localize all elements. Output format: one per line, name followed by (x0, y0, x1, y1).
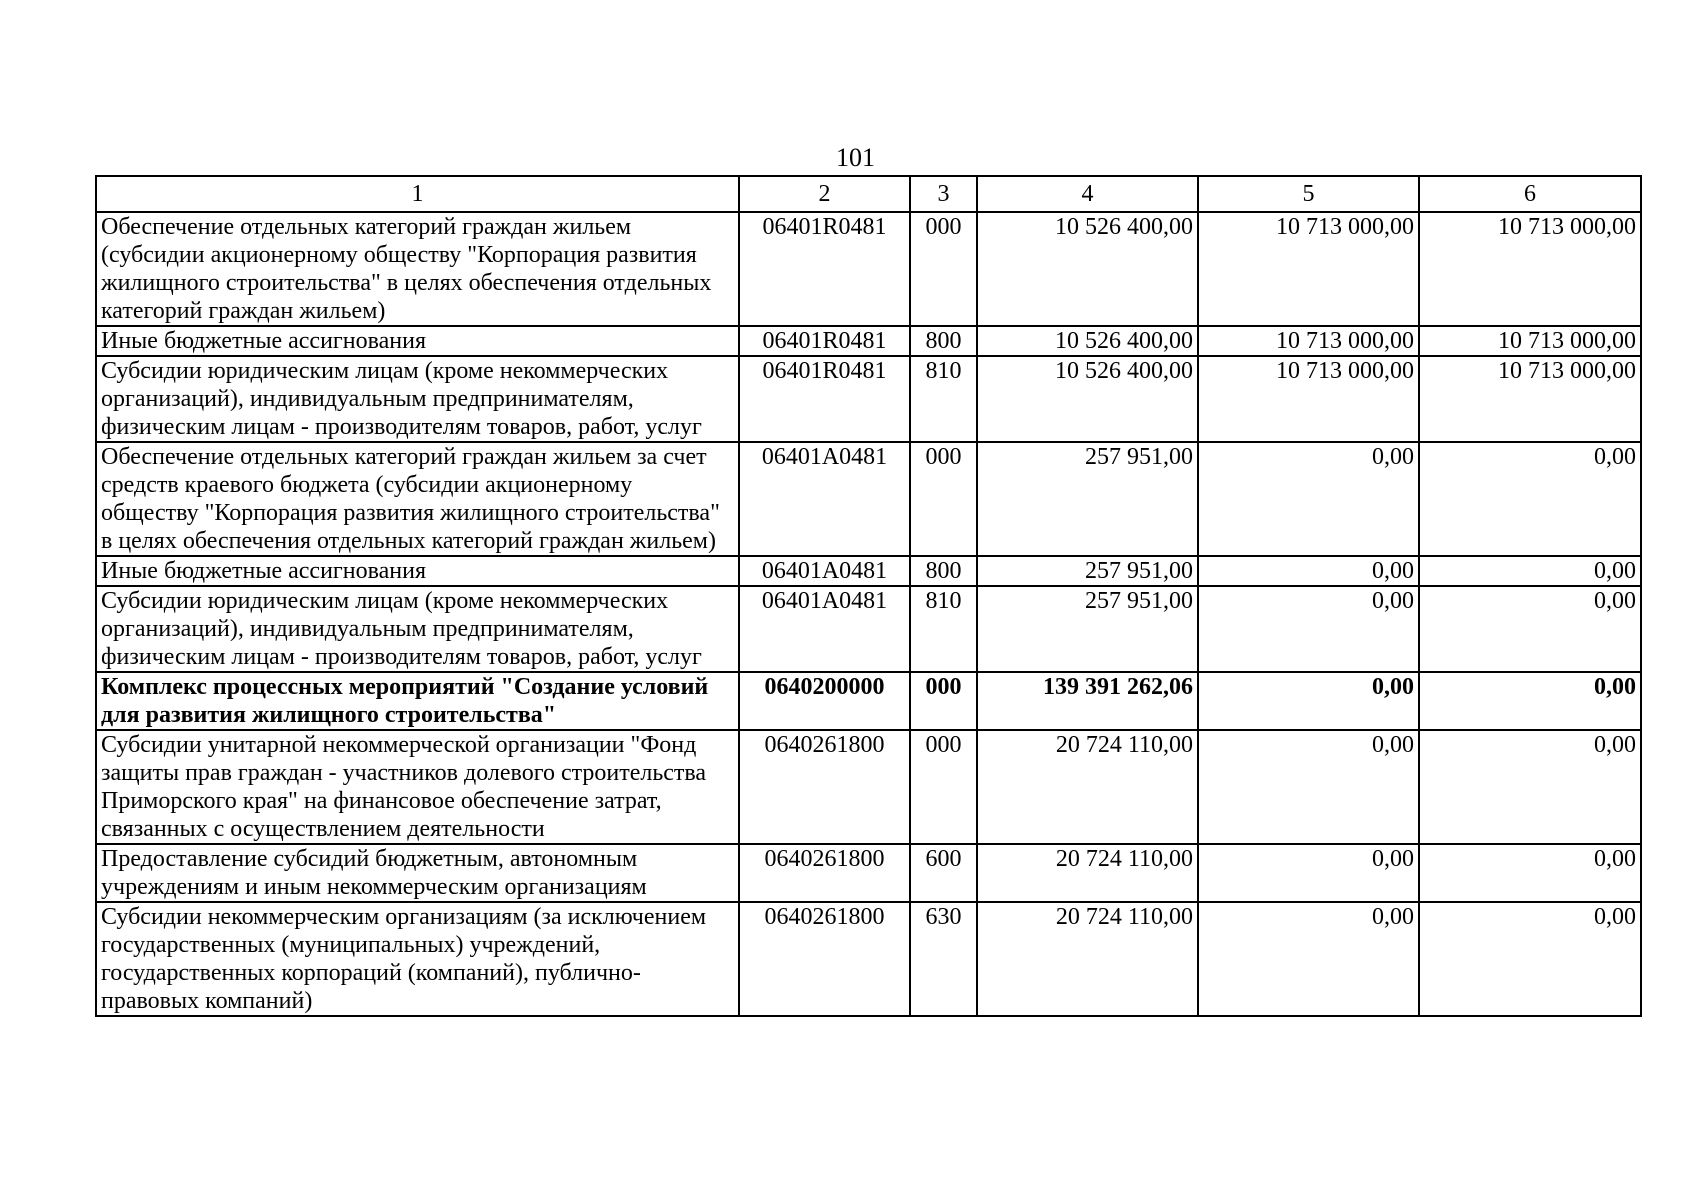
table-body (96, 212, 1641, 1016)
column-header-6: 6 (1419, 176, 1641, 212)
row-name: Субсидии юридическим лицам (кроме некоммерческих организаций), индивидуальным предпринимателям, физическим лицам - производителям товаров, работ, услуг (96, 586, 739, 672)
row-amount-col4: 10 526 400,00 (977, 356, 1198, 442)
row-amount-col6: 0,00 (1419, 556, 1641, 586)
row-amount-col4: 20 724 110,00 (977, 844, 1198, 902)
column-header-1: 1 (96, 176, 739, 212)
row-name: Иные бюджетные ассигнования (96, 556, 739, 586)
row-name: Иные бюджетные ассигнования (96, 326, 739, 356)
row-amount-col6: 0,00 (1419, 844, 1641, 902)
row-amount-col4: 20 724 110,00 (977, 902, 1198, 1016)
row-amount-col4: 139 391 262,06 (977, 672, 1198, 730)
row-amount-col6: 0,00 (1419, 902, 1641, 1016)
row-expense-type: 630 (910, 902, 977, 1016)
row-amount-col6: 10 713 000,00 (1419, 212, 1641, 326)
table-header-row (96, 176, 1641, 212)
row-target-code: 06401А0481 (739, 442, 910, 556)
row-amount-col4: 257 951,00 (977, 556, 1198, 586)
row-amount-col4: 257 951,00 (977, 586, 1198, 672)
row-amount-col5: 0,00 (1198, 556, 1419, 586)
column-header-4: 4 (977, 176, 1198, 212)
row-amount-col5: 0,00 (1198, 672, 1419, 730)
row-target-code: 06401R0481 (739, 356, 910, 442)
row-amount-col6: 0,00 (1419, 442, 1641, 556)
table-row (96, 442, 1641, 556)
column-header-2: 2 (739, 176, 910, 212)
row-expense-type: 810 (910, 356, 977, 442)
table-row (96, 844, 1641, 902)
column-header-5: 5 (1198, 176, 1419, 212)
table-row-section-total (96, 672, 1641, 730)
table-row (96, 356, 1641, 442)
row-expense-type: 000 (910, 730, 977, 844)
row-name: Обеспечение отдельных категорий граждан жильем (субсидии акционерному обществу "Корпорация развития жилищного строительства" в целях обеспечения отдельных категорий граждан жильем) (96, 212, 739, 326)
row-amount-col5: 0,00 (1198, 586, 1419, 672)
row-target-code: 06401А0481 (739, 556, 910, 586)
row-amount-col5: 0,00 (1198, 902, 1419, 1016)
row-amount-col5: 0,00 (1198, 844, 1419, 902)
row-amount-col4: 257 951,00 (977, 442, 1198, 556)
row-name: Комплекс процессных мероприятий "Создание условий для развития жилищного строительства" (96, 672, 739, 730)
row-amount-col5: 10 713 000,00 (1198, 212, 1419, 326)
row-expense-type: 810 (910, 586, 977, 672)
row-target-code: 06401А0481 (739, 586, 910, 672)
row-amount-col4: 20 724 110,00 (977, 730, 1198, 844)
row-amount-col5: 0,00 (1198, 730, 1419, 844)
row-expense-type: 000 (910, 212, 977, 326)
table-row (96, 730, 1641, 844)
column-header-3: 3 (910, 176, 977, 212)
row-expense-type: 800 (910, 326, 977, 356)
row-amount-col6: 10 713 000,00 (1419, 326, 1641, 356)
row-amount-col4: 10 526 400,00 (977, 326, 1198, 356)
row-expense-type: 000 (910, 442, 977, 556)
row-amount-col5: 10 713 000,00 (1198, 326, 1419, 356)
row-name: Субсидии юридическим лицам (кроме некоммерческих организаций), индивидуальным предпринимателям, физическим лицам - производителям товаров, работ, услуг (96, 356, 739, 442)
page-number: 101 (836, 143, 875, 172)
row-amount-col6: 10 713 000,00 (1419, 356, 1641, 442)
row-amount-col4: 10 526 400,00 (977, 212, 1198, 326)
row-target-code: 0640261800 (739, 730, 910, 844)
row-expense-type: 800 (910, 556, 977, 586)
table-row (96, 556, 1641, 586)
row-name: Обеспечение отдельных категорий граждан жильем за счет средств краевого бюджета (субсидии акционерному обществу "Корпорация развития жилищного строительства" в целях обеспечения отдельных категорий граждан жильем) (96, 442, 739, 556)
row-expense-type: 000 (910, 672, 977, 730)
row-target-code: 0640200000 (739, 672, 910, 730)
row-target-code: 06401R0481 (739, 212, 910, 326)
budget-table (95, 175, 1642, 1017)
row-expense-type: 600 (910, 844, 977, 902)
row-target-code: 06401R0481 (739, 326, 910, 356)
row-amount-col6: 0,00 (1419, 730, 1641, 844)
row-amount-col5: 0,00 (1198, 442, 1419, 556)
row-amount-col5: 10 713 000,00 (1198, 356, 1419, 442)
row-amount-col6: 0,00 (1419, 672, 1641, 730)
row-target-code: 0640261800 (739, 902, 910, 1016)
row-name: Субсидии некоммерческим организациям (за исключением государственных (муниципальных) учреждений, государственных корпораций (компаний), публично-правовых компаний) (96, 902, 739, 1016)
table-row (96, 902, 1641, 1016)
table-row (96, 212, 1641, 326)
table-row (96, 326, 1641, 356)
row-amount-col6: 0,00 (1419, 586, 1641, 672)
row-name: Предоставление субсидий бюджетным, автономным учреждениям и иным некоммерческим организациям (96, 844, 739, 902)
table-row (96, 586, 1641, 672)
row-name: Субсидии унитарной некоммерческой организации "Фонд защиты прав граждан - участников долевого строительства Приморского края" на финансовое обеспечение затрат, связанных с осуществлением деятельности (96, 730, 739, 844)
row-target-code: 0640261800 (739, 844, 910, 902)
